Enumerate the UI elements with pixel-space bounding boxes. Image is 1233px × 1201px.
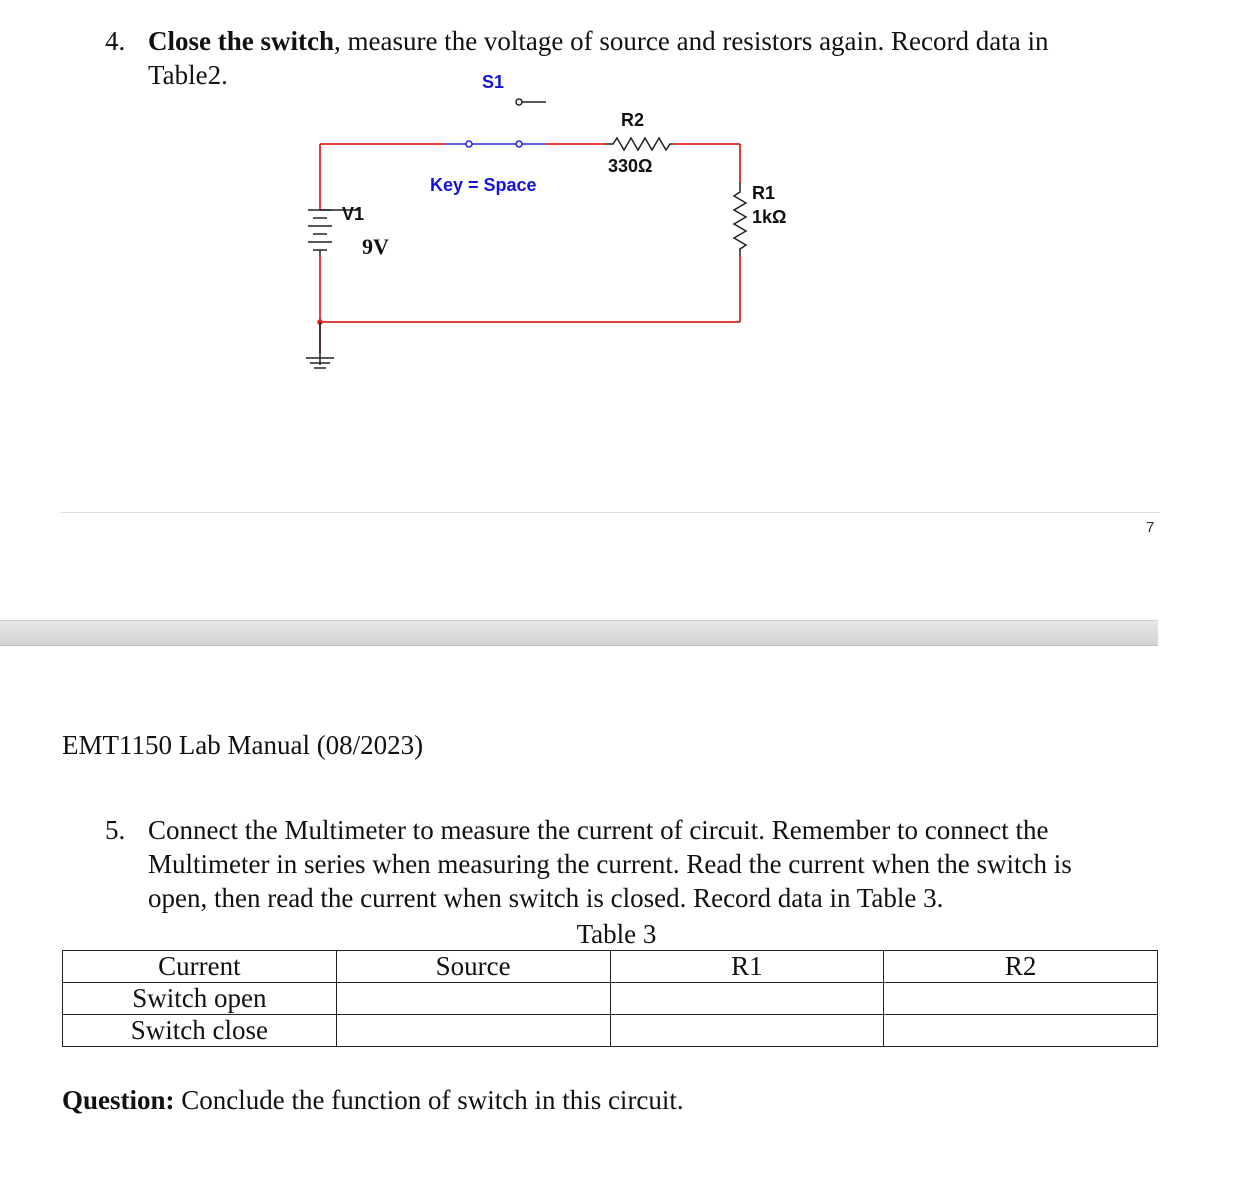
page-header: EMT1150 Lab Manual (08/2023): [62, 730, 424, 760]
r1-value: 1kΩ: [752, 207, 787, 227]
step-5-line3: open, then read the current when switch is closed. Record data in Table 3.: [148, 883, 944, 913]
page-number: 7: [1146, 519, 1155, 536]
step-4-line2: Table2.: [148, 60, 228, 90]
table-row: [63, 1015, 1158, 1047]
step-5-line2: Multimeter in series when measuring the current. Read the current when the switch is: [148, 849, 1072, 879]
switch-s1-alt: [516, 99, 546, 105]
table-cell: [336, 1015, 610, 1047]
step-4-bold: Close the switch: [148, 26, 334, 56]
table-caption: Table 3: [576, 919, 657, 949]
switch-s1-label: S1: [482, 72, 505, 92]
table-cell: [884, 983, 1158, 1015]
table-row-label: Switch close: [63, 1015, 337, 1047]
step-5-line1: Connect the Multimeter to measure the current of circuit. Remember to connect the: [148, 815, 1049, 845]
circuit-svg: [280, 60, 820, 390]
resistor-r2-icon: [605, 138, 673, 150]
step-5-number: 5.: [105, 815, 126, 845]
r1-label: R1: [752, 183, 776, 203]
ground-icon: [306, 322, 334, 368]
key-label: Key = Space: [430, 175, 537, 195]
switch-s1: [445, 141, 545, 147]
table-cell: [610, 983, 884, 1015]
table-header-cell: Current: [63, 951, 337, 983]
table-row: [63, 983, 1158, 1015]
page-gap-bar: [0, 620, 1158, 646]
table-3: [62, 950, 1158, 1047]
table-header-cell: Source: [336, 951, 610, 983]
r2-label: R2: [621, 110, 645, 130]
table-row-label: Switch open: [63, 983, 337, 1015]
r2-value: 330Ω: [608, 156, 653, 176]
circuit-diagram: [280, 60, 820, 390]
question: [62, 1083, 684, 1117]
question-label: Question:: [62, 1085, 175, 1115]
table-header-cell: R1: [610, 951, 884, 983]
table-header-row: [63, 951, 1158, 983]
question-text: Conclude the function of switch in this circuit.: [174, 1085, 684, 1115]
v1-value: 9V: [362, 234, 389, 259]
table-header-cell: R2: [884, 951, 1158, 983]
step-4-line1: , measure the voltage of source and resistors again. Record data in: [333, 26, 1049, 56]
table-cell: [884, 1015, 1158, 1047]
table-cell: [610, 1015, 884, 1047]
table-cell: [336, 983, 610, 1015]
step-4-number: 4.: [105, 26, 126, 56]
page-divider: [60, 512, 1160, 513]
resistor-r1-icon: [734, 182, 746, 256]
v1-label: V1: [342, 204, 365, 224]
step-5-text: [148, 813, 1158, 915]
